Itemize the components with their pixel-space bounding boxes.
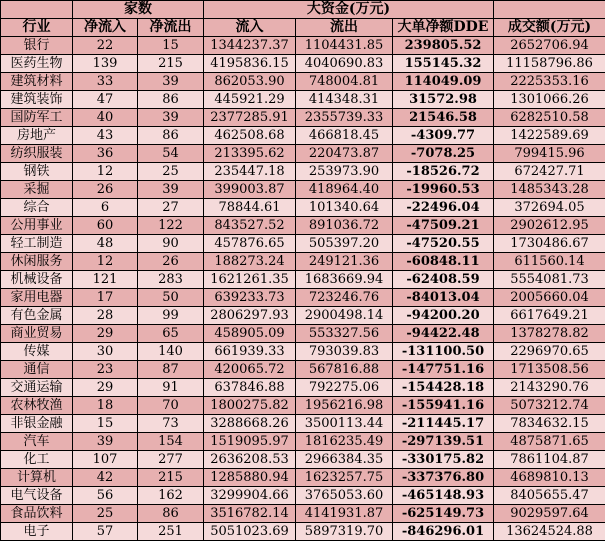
cell-outflow: 220473.87 [296,145,393,163]
cell-inflow: 862053.90 [204,73,296,91]
cell-dde: -62408.59 [393,271,494,289]
cell-outflow: 748004.81 [296,73,393,91]
cell-net_in: 39 [73,433,138,451]
cell-turnover: 6282510.58 [494,109,605,127]
cell-dde: -18526.72 [393,163,494,181]
cell-industry: 传媒 [1,343,73,361]
table-row[interactable] [1,451,605,469]
cell-inflow: 1621261.35 [204,271,296,289]
table-row[interactable] [1,91,605,109]
cell-inflow: 1344237.37 [204,37,296,55]
cell-dde: -60848.11 [393,253,494,271]
cell-net_out: 65 [138,325,204,343]
cell-dde: -330175.82 [393,451,494,469]
table-body [1,37,605,541]
cell-industry: 国防军工 [1,109,73,127]
cell-outflow: 253973.90 [296,163,393,181]
cell-industry: 综合 [1,199,73,217]
cell-net_out: 54 [138,145,204,163]
header-count-group: 家数 [73,1,204,19]
cell-industry: 食品饮料 [1,505,73,523]
cell-net_in: 42 [73,469,138,487]
cell-outflow: 2966384.35 [296,451,393,469]
cell-net_out: 39 [138,109,204,127]
cell-dde: -22496.04 [393,199,494,217]
cell-net_out: 87 [138,361,204,379]
cell-net_out: 39 [138,181,204,199]
cell-net_in: 29 [73,379,138,397]
cell-outflow: 1683669.94 [296,271,393,289]
cell-industry: 农林牧渔 [1,397,73,415]
cell-net_in: 6 [73,199,138,217]
cell-net_out: 90 [138,235,204,253]
cell-inflow: 78844.61 [204,199,296,217]
cell-industry: 银行 [1,37,73,55]
table-row[interactable] [1,253,605,271]
header-industry-spacer [1,1,73,19]
cell-inflow: 2636208.53 [204,451,296,469]
cell-net_in: 18 [73,397,138,415]
cell-inflow: 4195836.15 [204,55,296,73]
table-row[interactable] [1,163,605,181]
cell-net_in: 26 [73,181,138,199]
table-row[interactable] [1,523,605,541]
cell-turnover: 7834632.15 [494,415,605,433]
table-row[interactable] [1,289,605,307]
cell-industry: 纺织服装 [1,145,73,163]
cell-net_out: 140 [138,343,204,361]
cell-turnover: 1485343.28 [494,181,605,199]
cell-dde: -297139.51 [393,433,494,451]
cell-turnover: 1730486.67 [494,235,605,253]
cell-dde: -625149.73 [393,505,494,523]
cell-turnover: 9029597.64 [494,505,605,523]
cell-turnover: 2902612.95 [494,217,605,235]
cell-turnover: 6617649.21 [494,307,605,325]
cell-industry: 交通运输 [1,379,73,397]
cell-inflow: 462508.68 [204,127,296,145]
cell-inflow: 1519095.97 [204,433,296,451]
cell-net_in: 15 [73,415,138,433]
cell-outflow: 3500113.44 [296,415,393,433]
cell-industry: 采掘 [1,181,73,199]
cell-outflow: 414348.31 [296,91,393,109]
cell-outflow: 101340.64 [296,199,393,217]
cell-net_out: 277 [138,451,204,469]
cell-inflow: 188273.24 [204,253,296,271]
cell-net_out: 215 [138,469,204,487]
cell-industry: 休闲服务 [1,253,73,271]
cell-inflow: 445921.29 [204,91,296,109]
cell-net_in: 12 [73,163,138,181]
cell-turnover: 1378278.82 [494,325,605,343]
cell-outflow: 1623257.75 [296,469,393,487]
cell-net_in: 17 [73,289,138,307]
cell-dde: -47509.21 [393,217,494,235]
cell-inflow: 213395.62 [204,145,296,163]
cell-net_out: 283 [138,271,204,289]
cell-turnover: 2225353.16 [494,73,605,91]
cell-turnover: 8405655.47 [494,487,605,505]
cell-dde: 239805.52 [393,37,494,55]
cell-net_in: 48 [73,235,138,253]
cell-dde: -94200.20 [393,307,494,325]
cell-net_out: 15 [138,37,204,55]
cell-turnover: 11158796.86 [494,55,605,73]
table-row[interactable] [1,271,605,289]
cell-outflow: 4141931.87 [296,505,393,523]
cell-outflow: 249121.36 [296,253,393,271]
cell-turnover: 2005660.04 [494,289,605,307]
cell-inflow: 3288668.26 [204,415,296,433]
cell-industry: 钢铁 [1,163,73,181]
cell-turnover: 799415.96 [494,145,605,163]
cell-outflow: 891036.72 [296,217,393,235]
table-row[interactable] [1,145,605,163]
cell-net_out: 251 [138,523,204,541]
cell-inflow: 235447.18 [204,163,296,181]
header-outflow[interactable]: 流出 [296,19,393,37]
cell-net_out: 154 [138,433,204,451]
table-row[interactable] [1,199,605,217]
cell-industry: 有色金属 [1,307,73,325]
table-row[interactable] [1,55,605,73]
cell-net_out: 162 [138,487,204,505]
cell-industry: 商业贸易 [1,325,73,343]
cell-net_out: 122 [138,217,204,235]
cell-industry: 建筑装饰 [1,91,73,109]
cell-net_in: 139 [73,55,138,73]
table-row[interactable] [1,361,605,379]
table-row[interactable] [1,487,605,505]
cell-outflow: 723246.76 [296,289,393,307]
cell-net_out: 27 [138,199,204,217]
cell-net_out: 73 [138,415,204,433]
cell-dde: -154428.18 [393,379,494,397]
cell-outflow: 792275.06 [296,379,393,397]
table-row[interactable] [1,307,605,325]
cell-net_out: 86 [138,91,204,109]
cell-inflow: 458905.09 [204,325,296,343]
cell-dde: -7078.25 [393,145,494,163]
cell-industry: 非银金融 [1,415,73,433]
cell-inflow: 661939.33 [204,343,296,361]
cell-outflow: 3765053.60 [296,487,393,505]
cell-net_in: 33 [73,73,138,91]
cell-outflow: 4040690.83 [296,55,393,73]
table-row[interactable] [1,433,605,451]
cell-dde: -4309.77 [393,127,494,145]
cell-inflow: 1285880.94 [204,469,296,487]
cell-net_in: 47 [73,91,138,109]
table-row[interactable] [1,325,605,343]
cell-net_out: 50 [138,289,204,307]
cell-turnover: 1713508.56 [494,361,605,379]
cell-dde: -337376.80 [393,469,494,487]
cell-net_in: 25 [73,505,138,523]
cell-net_in: 43 [73,127,138,145]
cell-net_in: 22 [73,37,138,55]
table-row[interactable] [1,415,605,433]
header-turnover-spacer [494,1,605,19]
cell-turnover: 2652706.94 [494,37,605,55]
cell-outflow: 1956216.98 [296,397,393,415]
cell-industry: 建筑材料 [1,73,73,91]
cell-dde: -19960.53 [393,181,494,199]
cell-turnover: 2143290.76 [494,379,605,397]
header-turnover[interactable]: 成交额(万元) [494,19,605,37]
cell-outflow: 5897319.70 [296,523,393,541]
cell-dde: 21546.58 [393,109,494,127]
cell-turnover: 4875871.65 [494,433,605,451]
cell-industry: 公用事业 [1,217,73,235]
table-row[interactable] [1,469,605,487]
table-row[interactable] [1,127,605,145]
cell-net_in: 30 [73,343,138,361]
header-dde-net[interactable]: 大单净额DDE [393,19,494,37]
cell-inflow: 420065.72 [204,361,296,379]
cell-turnover: 5073212.74 [494,397,605,415]
cell-turnover: 7861104.87 [494,451,605,469]
cell-net_in: 23 [73,361,138,379]
cell-turnover: 13624524.88 [494,523,605,541]
cell-inflow: 3516782.14 [204,505,296,523]
cell-industry: 化工 [1,451,73,469]
cell-dde: 155145.32 [393,55,494,73]
cell-industry: 机械设备 [1,271,73,289]
cell-turnover: 4689810.13 [494,469,605,487]
table-row[interactable] [1,379,605,397]
cell-inflow: 843527.52 [204,217,296,235]
header-industry[interactable]: 行业 [1,19,73,37]
table-row[interactable] [1,109,605,127]
cell-inflow: 5051023.69 [204,523,296,541]
cell-outflow: 1104431.85 [296,37,393,55]
cell-dde: -846296.01 [393,523,494,541]
table-row[interactable] [1,73,605,91]
cell-inflow: 2806297.93 [204,307,296,325]
header-group-row [1,1,605,19]
cell-dde: -211445.17 [393,415,494,433]
cell-turnover: 611560.14 [494,253,605,271]
cell-industry: 汽车 [1,433,73,451]
table-row[interactable] [1,343,605,361]
cell-net_out: 86 [138,127,204,145]
cell-dde: -131100.50 [393,343,494,361]
cell-net_in: 12 [73,253,138,271]
cell-net_in: 56 [73,487,138,505]
cell-net_out: 70 [138,397,204,415]
cell-turnover: 2296970.65 [494,343,605,361]
cell-turnover: 5554081.73 [494,271,605,289]
cell-net_in: 40 [73,109,138,127]
cell-net_in: 36 [73,145,138,163]
cell-industry: 轻工制造 [1,235,73,253]
header-big-money-group: 大资金(万元) [204,1,494,19]
cell-net_in: 107 [73,451,138,469]
cell-net_in: 121 [73,271,138,289]
cell-outflow: 553327.56 [296,325,393,343]
cell-turnover: 1422589.69 [494,127,605,145]
cell-outflow: 418964.40 [296,181,393,199]
cell-net_in: 29 [73,325,138,343]
cell-dde: -94422.48 [393,325,494,343]
cell-dde: 31572.98 [393,91,494,109]
cell-industry: 电气设备 [1,487,73,505]
cell-turnover: 1301066.26 [494,91,605,109]
header-net-inflow-count[interactable]: 净流入 [73,19,138,37]
cell-net_out: 86 [138,505,204,523]
header-row [1,19,605,37]
cell-outflow: 2900498.14 [296,307,393,325]
header-inflow[interactable]: 流入 [204,19,296,37]
cell-outflow: 466818.45 [296,127,393,145]
cell-inflow: 457876.65 [204,235,296,253]
cell-inflow: 639233.73 [204,289,296,307]
cell-turnover: 372694.05 [494,199,605,217]
cell-industry: 医药生物 [1,55,73,73]
cell-industry: 计算机 [1,469,73,487]
table-row[interactable] [1,505,605,523]
cell-outflow: 2355739.33 [296,109,393,127]
cell-outflow: 1816235.49 [296,433,393,451]
cell-dde: -84013.04 [393,289,494,307]
cell-industry: 家用电器 [1,289,73,307]
table-row[interactable] [1,397,605,415]
cell-inflow: 1800275.82 [204,397,296,415]
cell-outflow: 793039.83 [296,343,393,361]
cell-net_in: 28 [73,307,138,325]
cell-inflow: 2377285.91 [204,109,296,127]
cell-net_out: 39 [138,73,204,91]
cell-inflow: 637846.88 [204,379,296,397]
cell-net_out: 91 [138,379,204,397]
header-net-outflow-count[interactable]: 净流出 [138,19,204,37]
cell-dde: -147751.16 [393,361,494,379]
cell-turnover: 672427.71 [494,163,605,181]
cell-inflow: 399003.87 [204,181,296,199]
cell-dde: -155941.16 [393,397,494,415]
cell-net_out: 26 [138,253,204,271]
cell-outflow: 567816.88 [296,361,393,379]
cell-industry: 房地产 [1,127,73,145]
table-row[interactable] [1,235,605,253]
cell-outflow: 505397.20 [296,235,393,253]
cell-net_out: 25 [138,163,204,181]
cell-industry: 电子 [1,523,73,541]
table-row[interactable] [1,217,605,235]
cell-dde: 114049.09 [393,73,494,91]
cell-dde: -47520.55 [393,235,494,253]
cell-dde: -465148.93 [393,487,494,505]
cell-net_out: 99 [138,307,204,325]
cell-industry: 通信 [1,361,73,379]
cell-inflow: 3299904.66 [204,487,296,505]
cell-net_out: 215 [138,55,204,73]
table-row[interactable] [1,37,605,55]
table-row[interactable] [1,181,605,199]
cell-net_in: 60 [73,217,138,235]
cell-net_in: 57 [73,523,138,541]
